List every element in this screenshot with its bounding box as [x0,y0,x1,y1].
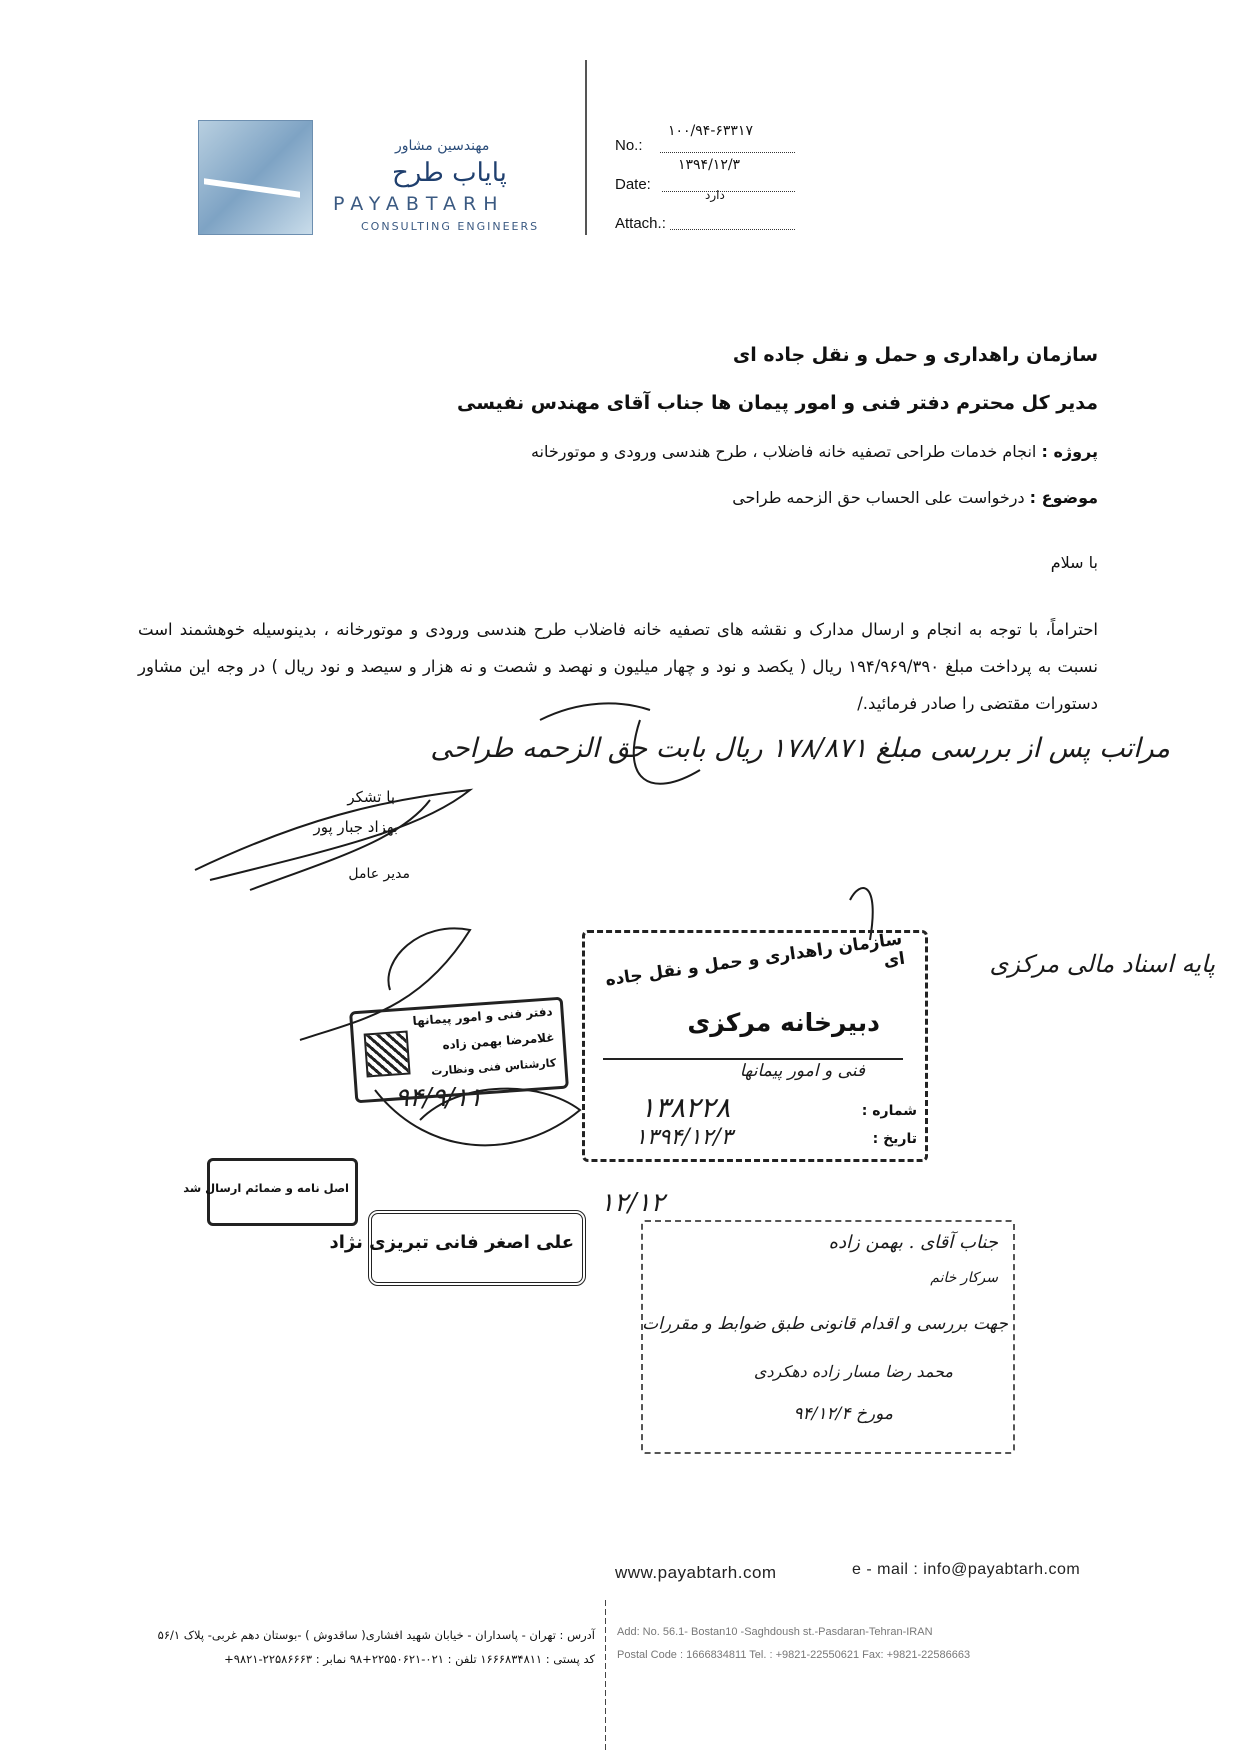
footer-address-fa: آدرس : تهران - پاسداران - خیابان شهید افشاری( ساقدوش ) -بوستان دهم غربی- پلاک ۵۶/۱ [157,1628,595,1642]
footer-email[interactable]: e - mail : info@payabtarh.com [852,1561,1081,1578]
referral-line4: محمد رضا مسار زاده دهکردی [753,1362,953,1381]
signer-role: مدیر عامل [348,866,410,882]
name-stamp-text: علی اصغر فانی تبریزی نژاد [329,1232,574,1253]
secretariat-number-value: ۱۳۸۲۲۸ [640,1091,731,1124]
secretariat-date-value: ۱۳۹۴/۱۲/۳ [635,1125,733,1150]
greeting: با سلام [1050,553,1098,572]
closing-thanks: با تشکر [347,788,395,806]
footer-contact-en: Postal Code : 1666834811 Tel. : +9821-22550621 Fax: +9821-22586663 [617,1649,971,1661]
project-label: پروژه : [1041,442,1098,461]
referral-line2: سرکار خانم [930,1270,998,1286]
secretariat-rule [603,1058,903,1060]
secretariat-title: دبیرخانه مرکزی [687,1008,880,1037]
project-value: انجام خدمات طراحی تصفیه خانه فاضلاب ، طرح هندسی ورودی و موتورخانه [530,442,1037,461]
office-stamp [349,997,569,1104]
footer-website[interactable]: www.payabtarh.com [615,1563,777,1582]
office-stamp-line1: دفتر فنی و امور پیمانها [412,1004,554,1029]
handwritten-top-right-note: پایه اسناد مالی مرکزی [989,950,1215,978]
footer-divider [605,1600,606,1753]
footer-contact-fa: کد پستی : ۱۶۶۶۸۳۴۸۱۱ تلفن : ۰۲۱-۲۲۵۵۰۶۲۱+۹۸ نمابر : ۲۲۵۸۶۶۶۳-۹۸۲۱+ [224,1652,595,1666]
secretariat-org: سازمان راهداری و حمل و نقل جاده ای [604,928,907,991]
recipient-org: سازمان راهداری و حمل و نقل جاده ای [732,344,1098,366]
secretariat-date-label: تاریخ : [872,1131,917,1147]
office-stamp-line3: کارشناس فنی ونظارت [430,1056,557,1078]
no-value: ۱۰۰/۹۴-۶۳۳۱۷ [668,123,753,139]
secretariat-sub: فنی و امور پیمانها [739,1061,865,1081]
signer-name: بهزاد جبار پور [313,818,398,836]
body-paragraph: احتراماً، با توجه به انجام و ارسال مدارک و نقشه های تصفیه خانه فاضلاب طرح هندسی ورودی و موتورخانه ، بدینوسیله خوهشمند است نسبت به پرداخت مبلغ ۱۹۴/۹۶۹/۳۹۰ ریال ( یکصد و نود و چهار میلیون و نهصد و شصت و نه هزار و سیصد و نود ریال ) در وجه این مشاور دستورات مقتضی را صادر فرمائید./ [138,620,1098,713]
date-label: Date: [615,176,651,193]
referral-box [641,1220,1015,1454]
brand-subtitle-en: CONSULTING ENGINEERS [361,220,540,233]
handwritten-amount-note: مراتب پس از بررسی مبلغ ۱۷۸/۸۷۱ ریال بابت حق الزحمه طراحی [430,733,1170,764]
subject-label: موضوع : [1029,488,1098,507]
office-stamp-emblem-icon [364,1031,411,1078]
referral-line5: مورخ ۹۴/۱۲/۴ [793,1404,893,1424]
brand-name-fa: پایاب طرح [392,158,507,188]
original-sent-text: اصل نامه و ضمائم ارسال شد [183,1181,349,1195]
brand-subtitle-fa: مهندسین مشاور [395,138,490,154]
office-stamp-line2: غلامرضا بهمن زاده [441,1030,555,1053]
original-sent-stamp [183,1158,358,1226]
no-label: No.: [615,137,643,154]
handwritten-date-left: ۹۴/۹/۱۱ [395,1083,483,1113]
handwritten-number-left: ۱۲/۱۲ [600,1188,665,1218]
subject-value: درخواست علی الحساب حق الزحمه طراحی [732,488,1025,507]
referral-line3: جهت بررسی و اقدام قانونی طبق ضوابط و مقررات [642,1314,1008,1334]
attach-label: Attach.: [615,215,666,232]
recipient-person: مدیر کل محترم دفتر فنی و امور پیمان ها جناب آقای مهندس نفیسی [457,392,1098,414]
name-stamp [329,1210,586,1286]
brand-name-en: PAYABTARH [333,193,505,215]
secretariat-number-label: شماره : [861,1103,917,1119]
referral-line1: جناب آقای . بهمن زاده [828,1232,998,1253]
footer-address-en: Add: No. 56.1- Bostan10 -Saghdoush st.-Pasdaran-Tehran-IRAN [617,1626,933,1638]
secretariat-stamp [582,930,928,1162]
attach-value: دارد [705,188,725,202]
date-value: ۱۳۹۴/۱۲/۳ [678,157,741,173]
